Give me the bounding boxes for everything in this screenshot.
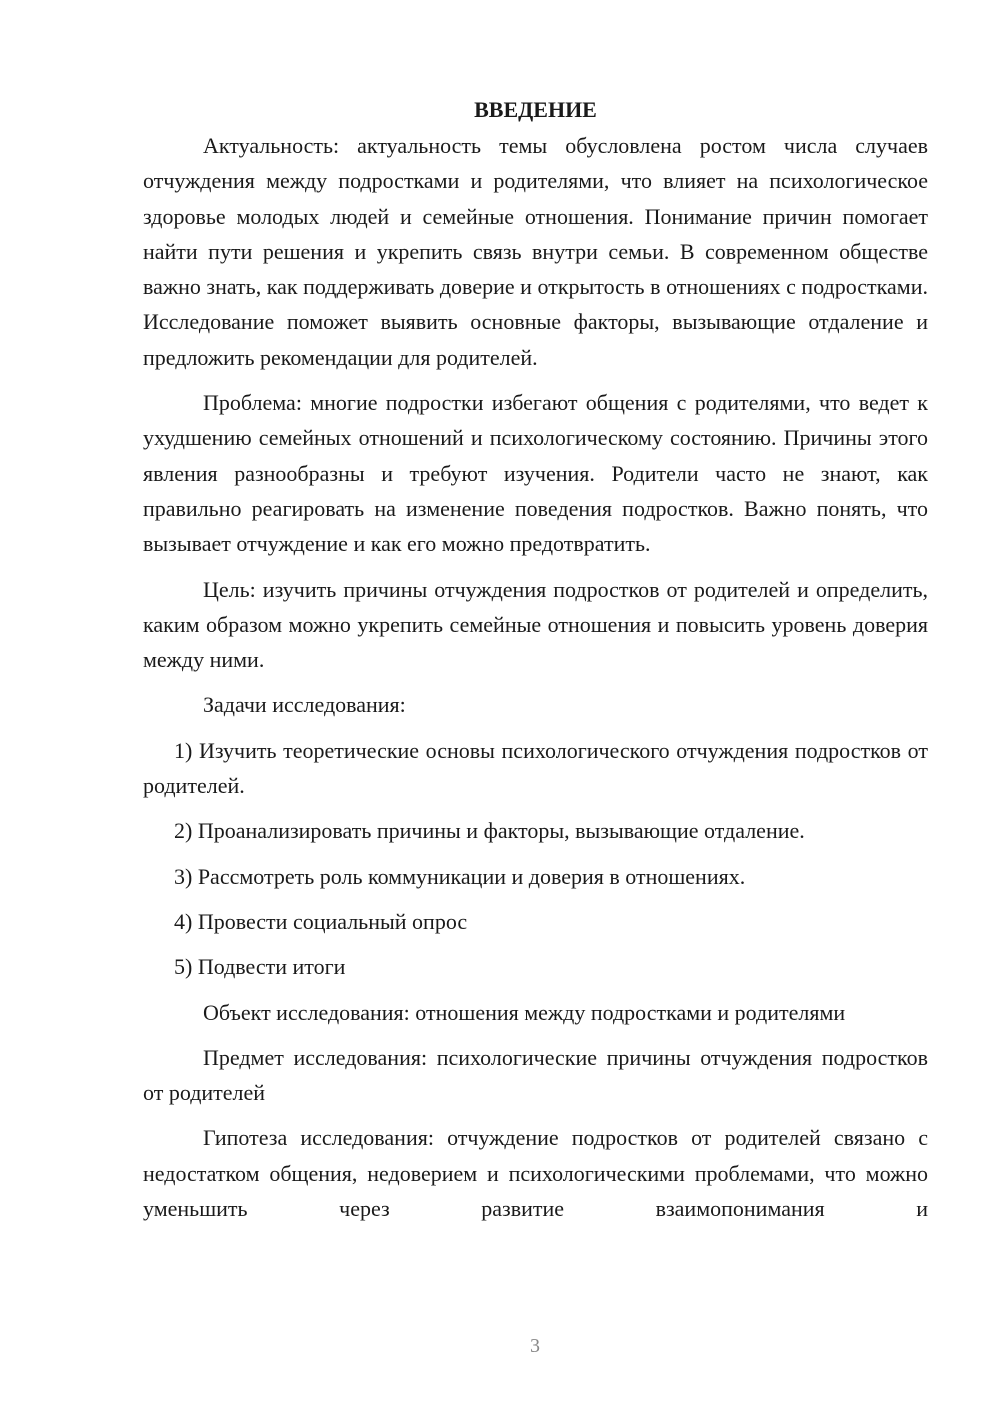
relevance-paragraph: Актуальность: актуальность темы обусловлена ростом числа случаев отчуждения между подростками и родителями, что влияет на психологическое здоровье молодых людей и семейные отношения. Понимание причин помогает найти пути решения и укрепить связь внутри семьи. В современном обществе важно знать, как поддерживать доверие и открытость в отношениях с подростками. Исследование поможет выявить основные факторы, вызывающие отдаление и предложить рекомендации для родителей.	[143, 133, 928, 370]
task-item-4: 4) Провести социальный опрос	[174, 908, 468, 934]
object-paragraph: Объект исследования: отношения между подростками и родителями	[203, 999, 846, 1025]
task-item-3: 3) Рассмотреть роль коммуникации и доверия в отношениях.	[174, 863, 746, 889]
page-content	[143, 92, 928, 1226]
page-number: 3	[530, 1335, 540, 1357]
subject-paragraph: Предмет исследования: психологические причины отчуждения подростков от родителей	[143, 1044, 928, 1106]
hypothesis-paragraph: Гипотеза исследования: отчуждение подростков от родителей связано с недостатком общения, недоверием и психологическими проблемами, что можно уменьшить через развитие взаимопонимания и	[143, 1125, 928, 1222]
goal-paragraph: Цель: изучить причины отчуждения подростков от родителей и определить, каким образом можно укрепить семейные отношения и повысить уровень доверия между ними.	[143, 576, 928, 673]
problem-paragraph: Проблема: многие подростки избегают общения с родителями, что ведет к ухудшению семейных отношений и психологическому состоянию. Причины этого явления разнообразны и требуют изучения. Родители часто не знают, как правильно реагировать на изменение поведения подростков. Важно понять, что вызывает отчуждение и как его можно предотвратить.	[143, 390, 928, 557]
task-item-2: 2) Проанализировать причины и факторы, вызывающие отдаление.	[174, 818, 805, 844]
task-item-5: 5) Подвести итоги	[174, 954, 346, 980]
task-item-1: 1) Изучить теоретические основы психологического отчуждения подростков от родителей.	[143, 737, 928, 799]
section-heading: ВВЕДЕНИЕ	[474, 97, 597, 122]
tasks-title: Задачи исследования:	[203, 692, 406, 718]
